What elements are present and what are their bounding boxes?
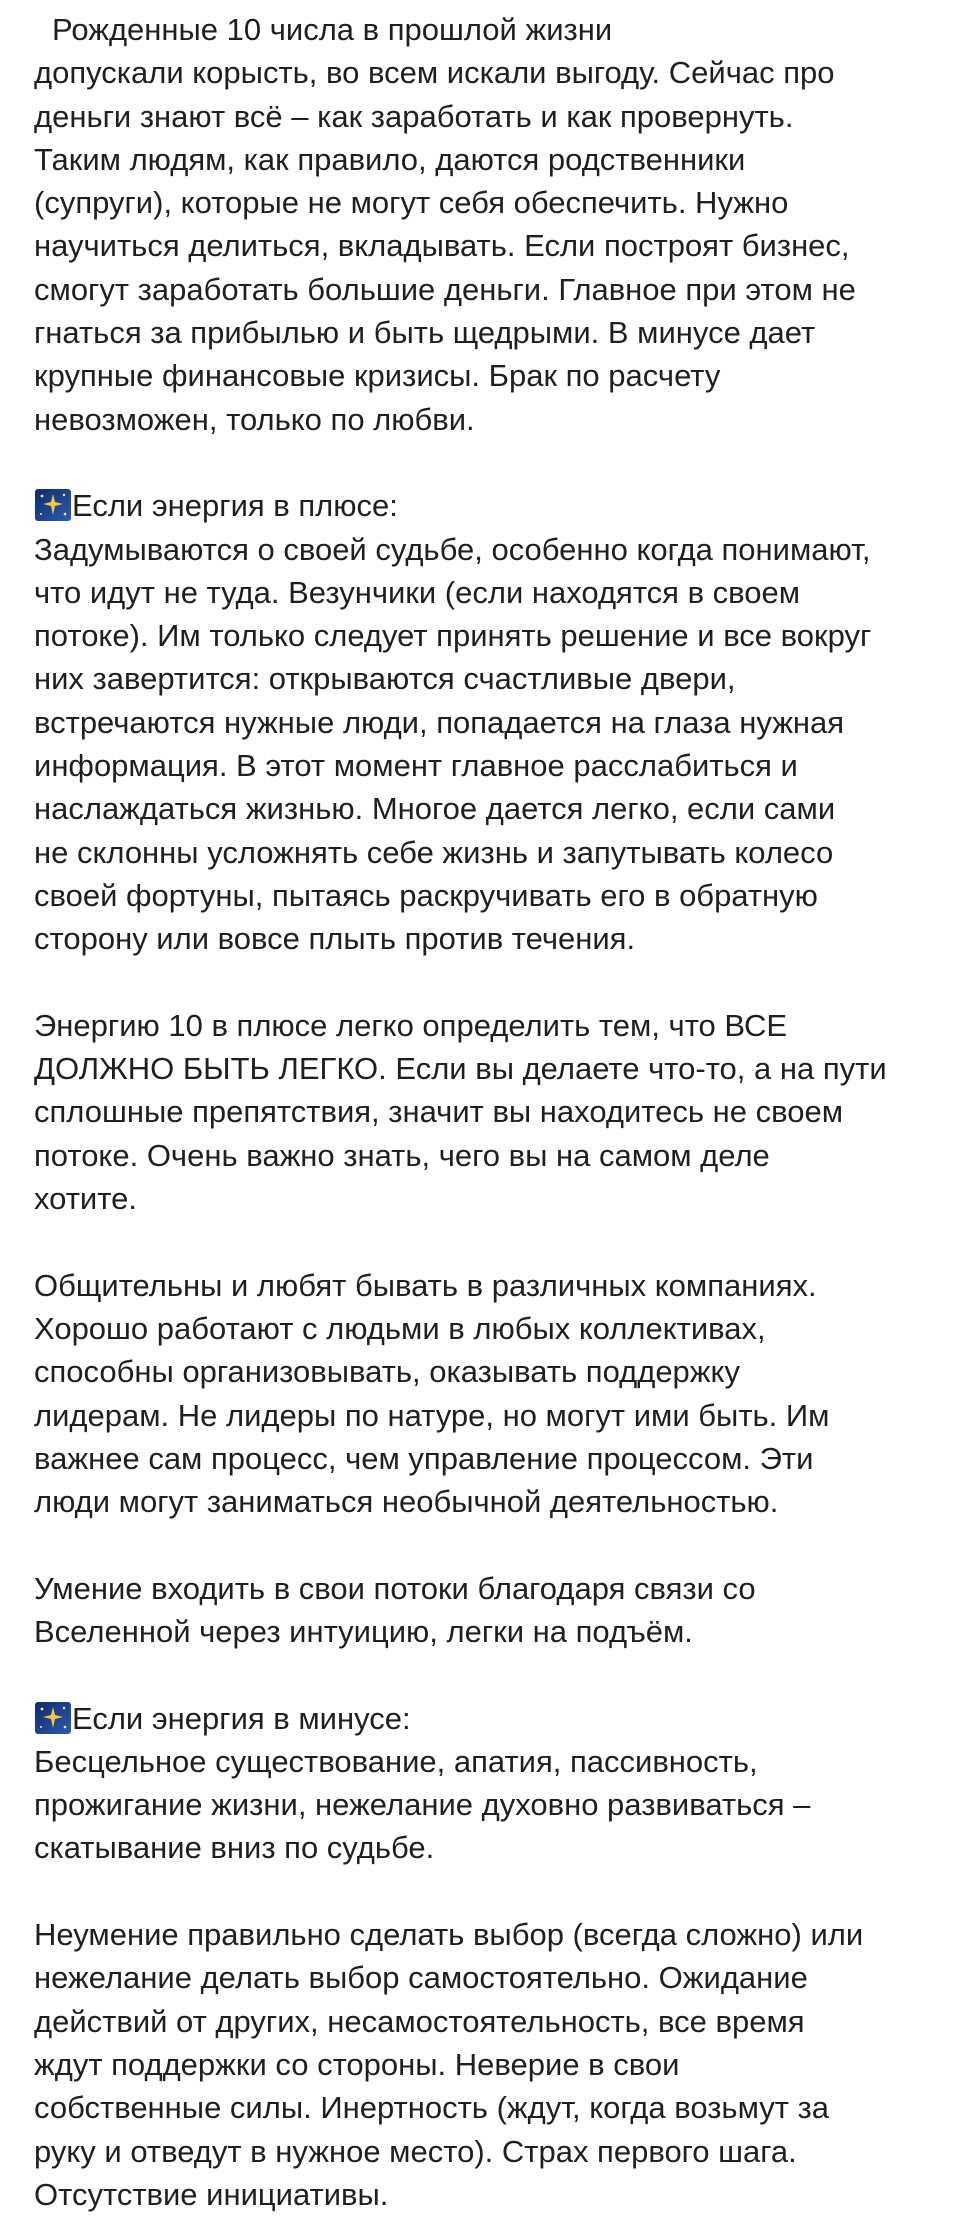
minus-heading: Если энергия в минусе:	[72, 1700, 411, 1736]
minus-heading-line	[34, 1697, 954, 1740]
text-line: Рожденные 10 числа в прошлой жизни	[52, 12, 613, 47]
text-line: способны организовывать, оказывать поддержку	[34, 1354, 740, 1390]
text-line: сплошные препятствия, значит вы находитесь не своем	[34, 1094, 844, 1130]
text-line: Задумываются о своей судьбе, особенно когда понимают,	[34, 531, 871, 567]
minus-section	[34, 1697, 954, 1870]
text-line: смогут заработать большие деньги. Главное при этом не	[34, 271, 856, 307]
text-line: Неумение правильно сделать выбор (всегда сложно) или	[34, 1917, 864, 1953]
intro-paragraph	[34, 8, 954, 441]
text-line: что идут не туда. Везунчики (если находятся в своем	[34, 574, 801, 610]
text-line: Общительны и любят бывать в различных компаниях.	[34, 1267, 817, 1303]
text-line: невозможен, только по любви.	[34, 401, 475, 437]
text-line: наслаждаться жизнью. Многое дается легко, если сами	[34, 791, 836, 827]
text-line: деньги знают всё – как заработать и как провернуть.	[34, 98, 794, 134]
text-line: хотите.	[34, 1181, 137, 1217]
text-line: нежелание делать выбор самостоятельно. Ожидание	[34, 1960, 808, 1996]
text-line: сторону или вовсе плыть против течения.	[34, 921, 636, 957]
text-line: не склонны усложнять себе жизнь и запутывать колесо	[34, 834, 834, 870]
text-line: информация. В этот момент главное расслабиться и	[34, 748, 798, 784]
sparkles-night-sky-icon	[34, 488, 72, 522]
inability-paragraph	[34, 1913, 954, 2216]
text-line: Бесцельное существование, апатия, пассивность,	[34, 1743, 758, 1779]
sociable-paragraph	[34, 1264, 954, 1524]
text-line: Вселенной через интуицию, легки на подъём.	[34, 1613, 693, 1649]
plus-heading-line	[34, 484, 954, 527]
text-line: них завертится: открываются счастливые двери,	[34, 661, 736, 697]
text-line: Хорошо работают с людьми в любых коллективах,	[34, 1310, 766, 1346]
text-line: встречаются нужные люди, попадается на глаза нужная	[34, 704, 845, 740]
text-line: Энергию 10 в плюсе легко определить тем, что ВСЕ	[34, 1007, 788, 1043]
article-text	[34, 8, 954, 2216]
text-line: потоке). Им только следует принять решение и все вокруг	[34, 618, 872, 654]
text-line: гнаться за прибылью и быть щедрыми. В минусе дает	[34, 315, 816, 351]
text-line: руку и отведут в нужное место). Страх первого шага.	[34, 2133, 797, 2169]
text-line: скатывание вниз по судьбе.	[34, 1830, 435, 1866]
text-line: допускали корысть, во всем искали выгоду. Сейчас про	[34, 55, 835, 91]
text-line: люди могут заниматься необычной деятельностью.	[34, 1484, 779, 1520]
text-line: своей фортуны, пытаясь раскручивать его в обратную	[34, 877, 818, 913]
sparkles-night-sky-icon	[34, 1701, 72, 1735]
text-line: важнее сам процесс, чем управление процессом. Эти	[34, 1440, 814, 1476]
text-line: потоке. Очень важно знать, чего вы на самом деле	[34, 1137, 770, 1173]
plus-section	[34, 484, 954, 960]
text-line: действий от других, несамостоятельность, все время	[34, 2003, 805, 2039]
text-line: прожигание жизни, нежелание духовно развиваться –	[34, 1787, 811, 1823]
text-line: крупные финансовые кризисы. Брак по расчету	[34, 358, 721, 394]
text-line: лидерам. Не лидеры по натуре, но могут ими быть. Им	[34, 1397, 830, 1433]
text-line: Умение входить в свои потоки благодаря связи со	[34, 1570, 756, 1606]
text-line: ДОЛЖНО БЫТЬ ЛЕГКО. Если вы делаете что-то, а на пути	[34, 1051, 887, 1087]
text-line: (супруги), которые не могут себя обеспечить. Нужно	[34, 185, 789, 221]
text-line: научиться делиться, вкладывать. Если построят бизнес,	[34, 228, 850, 264]
intuition-paragraph	[34, 1567, 954, 1654]
energy-easy-paragraph	[34, 1004, 954, 1220]
text-line: Отсутствие инициативы.	[34, 2176, 389, 2212]
text-line: Таким людям, как правило, даются родственники	[34, 141, 746, 177]
plus-heading: Если энергия в плюсе:	[72, 488, 398, 524]
text-line: ждут поддержки со стороны. Неверие в свои	[34, 2046, 680, 2082]
text-line: собственные силы. Инертность (ждут, когда возьмут за	[34, 2090, 830, 2126]
